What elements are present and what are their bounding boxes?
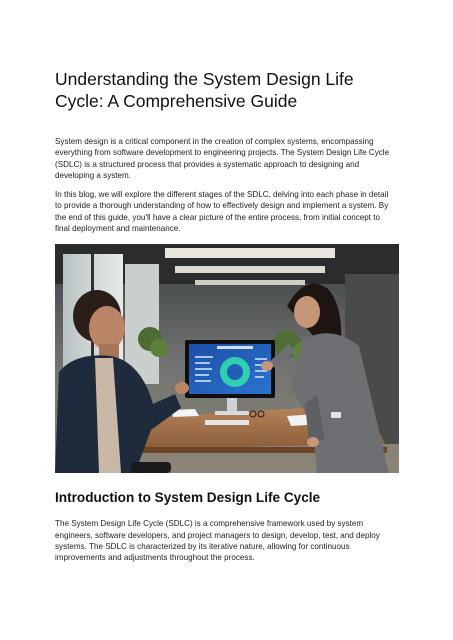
intro-paragraph-2: In this blog, we will explore the different stages of the SDLC, delving into each phase in detail to provide a thorough understanding of how to effectively design and implement a system. By the end of this guide, you'll have a clear picture of the entire process, from initial concept to final deployment and maintenance. [55, 190, 389, 234]
hero-image [55, 244, 399, 473]
page-title: Understanding the System Design Life Cycle: A Comprehensive Guide [55, 69, 354, 111]
section-heading: Introduction to System Design Life Cycle [55, 490, 321, 506]
section-paragraph: The System Design Life Cycle (SDLC) is a comprehensive framework used by system engineers, software developers, and project managers to design, develop, test, and deploy systems. The SDLC is characterized by its iterative nature, allowing for continuous improvements and adjustments throughout the process. [55, 519, 380, 563]
intro-paragraph-1: System design is a critical component in the creation of complex systems, encompassing everything from software development to engineering projects. The System Design Life Cycle (SDLC) is a structured process that provides a systematic approach to designing and developing a system. [55, 137, 390, 180]
